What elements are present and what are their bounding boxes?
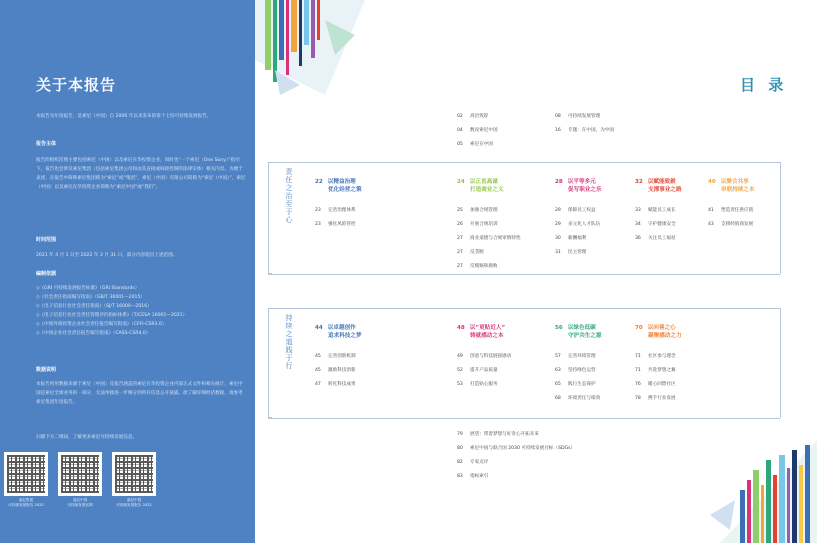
time-heading: 时间范围 (36, 237, 57, 243)
qr-caption: 索尼中国 可持续发展报告 2022 (116, 498, 152, 507)
part1-title: 责任之治至于心 (285, 168, 293, 224)
data-heading: 数据说明 (36, 367, 57, 373)
toc-entry[interactable]: 45 激励科技创新 (315, 368, 356, 373)
toc-entry[interactable]: 05 索尼在中国 (457, 142, 493, 147)
toc-entry[interactable]: 63 坚持绿色运营 (555, 368, 596, 373)
part1-rule-bottom (268, 274, 780, 275)
toc-section-heading[interactable]: 56 以绿色低碳 守护共生之源 (555, 325, 602, 339)
toc-entry[interactable]: 29 保障员工权益 (555, 208, 596, 213)
toc-entry[interactable]: 45 完善创新机制 (315, 354, 356, 359)
qr-code[interactable] (4, 452, 48, 508)
toc-entry[interactable]: 08 可持续发展管理 (555, 114, 601, 119)
part2-rule-top (268, 308, 780, 309)
toc-entry[interactable]: 53 打造贴心服务 (457, 382, 498, 387)
decorative-pattern-top (255, 0, 365, 95)
toc-entry[interactable]: 71 共赴梦想之翼 (635, 368, 676, 373)
basis-heading: 编制依据 (36, 271, 57, 277)
toc-entry[interactable]: 36 关注员工福祉 (635, 236, 676, 241)
part2-title: 持续之道践于行 (285, 314, 293, 370)
toc-entry[interactable]: 47 转化科技成果 (315, 382, 356, 387)
scan-text: 扫描下方二维码，了解更多索尼可持续发展信息。 (36, 435, 138, 440)
toc-entry[interactable]: 31 民主管理 (555, 250, 587, 255)
toc-entry[interactable]: 26 开展合规培训 (457, 222, 498, 227)
toc-entry[interactable]: 65 践行生态保护 (555, 382, 596, 387)
basis-item: ◇《电子信息行业社会责任指南》（SJ/T 16000—2016） (36, 304, 152, 309)
part1-bracket (268, 162, 272, 274)
toc-entry[interactable]: 82 专家点评 (457, 460, 489, 465)
decorative-pattern-bottom (680, 420, 817, 543)
toc-entry[interactable]: 23 强化风险管控 (315, 222, 356, 227)
qr-codes (4, 452, 156, 508)
toc-entry[interactable]: 27 反贿赂和腐败 (457, 264, 498, 269)
toc-entry[interactable]: 33 赋能员工成长 (635, 208, 676, 213)
data-text: 本报告所用数据来源于索尼（中国）及报告涵盖的索尼在华投资企业内部正式文件和相关统计，索尼中国是索尼全球业务的一部分，无法单独进一步细分到所有信息公开披露。欲了解详细经济数据，请参考索尼集团年度报告。 (36, 382, 243, 405)
part1-rule-top (268, 162, 780, 163)
toc-section-heading[interactable]: 22 以精益治理 优化经营之策 (315, 179, 362, 193)
part2-bracket (268, 308, 272, 418)
basis-list (36, 284, 246, 338)
toc-entry[interactable]: 83 指标索引 (457, 474, 489, 479)
toc-section-heading[interactable]: 44 以卓越创作 追求科技之梦 (315, 325, 362, 339)
toc-entry[interactable]: 30 薪酬福利 (555, 236, 587, 241)
basis-item: ◇《社会责任指南编写指南》（GB/T 36001—2015） (36, 295, 145, 300)
qr-caption: 索尼集团 可持续发展报告 2022 (8, 498, 44, 507)
subject-heading: 报告主体 (36, 141, 57, 147)
part1-rule-right (780, 162, 781, 274)
part2-rule-bottom (268, 418, 780, 419)
toc-entry[interactable]: 57 完善环境管理 (555, 354, 596, 359)
toc-entry[interactable]: 27 反垄断 (457, 250, 484, 255)
basis-item: ◇《电子信息行业社会责任管理评价指标体系》（T/CESA 16001—2021） (36, 313, 188, 318)
qr-code[interactable] (112, 452, 156, 508)
toc-section-heading[interactable]: 70 以向善之心 凝聚感动之力 (635, 325, 682, 339)
toc-entry[interactable]: 80 索尼中国与联合国 2030 可持续发展目标（SDGs） (457, 446, 576, 451)
toc-entry[interactable]: 04 数说索尼中国 (457, 128, 498, 133)
toc-entry[interactable]: 29 多元化人才队伍 (555, 222, 601, 227)
qr-caption: 索尼中国 可持续发展官网 (67, 498, 93, 507)
toc-section-heading[interactable]: 32 以赋能致毅 支撑事业之路 (635, 179, 682, 193)
toc-section-heading[interactable]: 24 以正直高诚 打造商业之义 (457, 179, 504, 193)
toc-entry[interactable]: 02 高层致辞 (457, 114, 489, 119)
toc-entry[interactable]: 23 完善治理体系 (315, 208, 356, 213)
qr-code[interactable] (58, 452, 102, 508)
toc-entry[interactable]: 76 暖心回馈社区 (635, 382, 676, 387)
toc-entry[interactable]: 79 展望：带着梦想与好奇心开拓未来 (457, 432, 539, 437)
toc-title: 目 录 (740, 76, 788, 94)
basis-item: ◇《中国外商投资企业社会责任报告编写指南》（CFFI-CSR3.0） (36, 322, 167, 327)
toc-entry[interactable]: 52 提升产品质量 (457, 368, 498, 373)
about-report-title: 关于本报告 (36, 76, 117, 94)
basis-item: ◇《中国企业社会责任报告编写指南》（CASS-CSR4.0） (36, 331, 151, 336)
toc-entry[interactable]: 78 携手行业发展 (635, 396, 676, 401)
time-text: 2021 年 4 月 1 日至 2022 年 3 月 31 日，部分内容超出上述范围。 (36, 253, 178, 258)
qr-code-icon (7, 455, 45, 493)
toc-entry[interactable]: 71 社区参与理念 (635, 354, 676, 359)
qr-code-icon (61, 455, 99, 493)
toc-entry[interactable]: 41 塑造责任供应链 (708, 208, 754, 213)
subject-text: 报告的组织范围主要包括索尼（中国）以及索尼在华投资企业，同时也“一个索尼（One Sony）”指引下，报告也会涉及索尼集团（包括索尼集团公司和由其直接或间接控制的法律实体）相关内容。为便于表述，在报告中简称索尼集团称为“索尼”或“集团”，索尼（中国）有限公司简称为“索尼（中国）”，索尼（中国）以及索尼在华投资企业简称为“索尼中国”或“我们”。 (36, 158, 246, 190)
toc-entry[interactable]: 25 加强合规管理 (457, 208, 498, 213)
part2-rule-right (780, 308, 781, 418)
toc-section-heading[interactable]: 48 以“更贴近人” 铸就感动之本 (457, 325, 506, 339)
toc-entry[interactable]: 16 专题：在中国，为中国 (555, 128, 614, 133)
toc-entry[interactable]: 34 守护健康安全 (635, 222, 676, 227)
toc-entry[interactable]: 27 商业道德与合规审慎特性 (457, 236, 521, 241)
toc-section-heading[interactable]: 28 以平等多元 促写职业之乐 (555, 179, 602, 193)
qr-code-icon (115, 455, 153, 493)
toc-entry[interactable]: 49 创意与科技链接感动 (457, 354, 512, 359)
basis-item: ◇《GRI 可持续发展报告标准》（GRI Standards） (36, 286, 140, 291)
toc-section-heading[interactable]: 40 以聚合共享 串联持续之本 (708, 179, 755, 193)
toc-entry[interactable]: 68 环境责任与绩效 (555, 396, 601, 401)
intro-text: 本报告为年度报告，是索尼（中国）自 2006 年以来发布的第十七份可持续发展报告。 (36, 114, 212, 119)
about-report-panel (0, 0, 255, 543)
toc-entry[interactable]: 43 支援经销商发展 (708, 222, 754, 227)
